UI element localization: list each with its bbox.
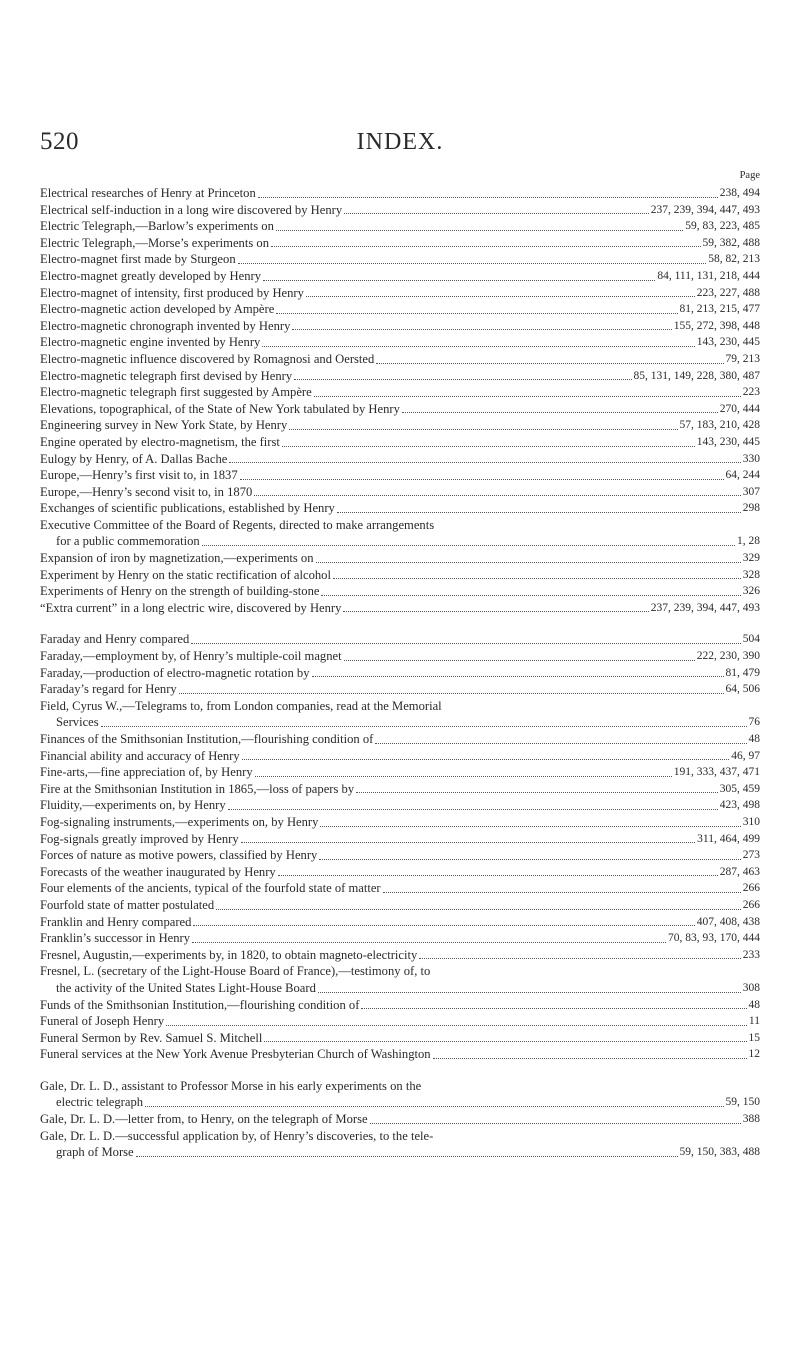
dot-leader — [321, 595, 740, 596]
index-entry — [40, 550, 760, 567]
entry-text: Engineering survey in New York State, by Henry — [40, 418, 288, 433]
entry-pages: 308 — [742, 981, 760, 994]
entry-text: Experiment by Henry on the static rectification of alcohol — [40, 567, 331, 582]
dot-leader — [376, 363, 723, 364]
dot-leader — [202, 545, 735, 546]
index-entry — [40, 235, 760, 252]
entry-pages: 48 — [748, 998, 760, 1011]
entry-text: Electrical self-induction in a long wire discovered by Henry — [40, 202, 343, 217]
entry-text: Electro-magnetic telegraph first devised by Henry — [40, 368, 293, 383]
dot-leader — [312, 676, 724, 677]
entry-text: Finances of the Smithsonian Institution,—flourishing condition of — [40, 732, 374, 746]
dot-leader — [271, 246, 701, 247]
entry-pages: 388 — [742, 1113, 760, 1126]
entry-text: Faraday and Henry compared — [40, 632, 190, 647]
entry-pages: 223 — [742, 386, 760, 399]
dot-leader — [370, 1123, 741, 1124]
index-entry — [40, 681, 760, 698]
dot-leader — [255, 776, 672, 777]
dot-leader — [356, 792, 718, 793]
dot-leader — [241, 842, 696, 843]
entry-text: Electrical researches of Henry at Princeton — [40, 186, 256, 200]
entry-pages: 46, 97 — [731, 749, 760, 762]
entry-text: “Extra current” in a long electric wire, discovered by Henry — [40, 600, 342, 615]
index-entry — [40, 401, 760, 418]
dot-leader — [289, 429, 677, 430]
entry-pages: 15 — [748, 1031, 760, 1044]
entry-text: Gale, Dr. L. D.—successful application by, of Henry’s discoveries, to the tele- — [40, 1128, 434, 1143]
index-entry — [40, 368, 760, 385]
index-entry — [40, 897, 760, 914]
entry-text: Forces of nature as motive powers, classified by Henry — [40, 848, 318, 863]
entry-pages: 223, 227, 488 — [696, 286, 760, 299]
dot-leader — [375, 743, 746, 744]
dot-leader — [316, 562, 741, 563]
entry-pages: 1, 28 — [737, 535, 760, 548]
entry-pages: 12 — [748, 1048, 760, 1061]
entry-continuation-line — [40, 714, 760, 731]
entry-text: Fire at the Smithsonian Institution in 1865,—loss of papers by — [40, 781, 355, 796]
dot-leader — [292, 329, 671, 330]
entry-text: Expansion of iron by magnetization,—experiments on — [40, 551, 314, 566]
index-entry — [40, 997, 760, 1014]
entry-pages: 58, 82, 213 — [708, 253, 760, 266]
entry-text: Financial ability and accuracy of Henry — [40, 748, 240, 763]
index-entry — [40, 451, 760, 468]
entry-text-continued: electric telegraph — [56, 1095, 144, 1110]
entry-pages: 307 — [742, 485, 760, 498]
index-entry — [40, 731, 760, 748]
entry-text: Fourfold state of matter postulated — [40, 897, 215, 912]
index-entry — [40, 1128, 760, 1161]
index-entry — [40, 797, 760, 814]
entry-pages: 48 — [748, 733, 760, 745]
dot-leader — [320, 826, 740, 827]
entry-pages: 311, 464, 499 — [697, 832, 760, 845]
entry-pages: 233 — [742, 948, 760, 961]
index-entry — [40, 484, 760, 501]
dot-leader — [258, 197, 718, 198]
index-entry — [40, 748, 760, 765]
entry-pages: 423, 498 — [719, 799, 760, 812]
dot-leader — [278, 875, 718, 876]
index-entry — [40, 1078, 760, 1111]
dot-leader — [433, 1058, 747, 1059]
entry-pages: 81, 479 — [725, 666, 760, 679]
index-list — [40, 185, 760, 1161]
index-entry — [40, 500, 760, 517]
dot-leader — [262, 346, 694, 347]
dot-leader — [229, 462, 740, 463]
index-entry — [40, 417, 760, 434]
entry-text: Fine-arts,—fine appreciation of, by Henry — [40, 765, 253, 780]
dot-leader — [242, 759, 730, 760]
entry-pages: 143, 230, 445 — [696, 435, 760, 448]
entry-continuation-line — [40, 1094, 760, 1111]
entry-continuation-line — [40, 980, 760, 997]
entry-pages: 298 — [742, 502, 760, 515]
entry-text: Engine operated by electro-magnetism, the first — [40, 434, 280, 449]
entry-text: Fresnel, L. (secretary of the Light-House Board of France),—testimony of, to — [40, 964, 431, 979]
entry-text: Fog-signals greatly improved by Henry — [40, 831, 239, 846]
index-group — [40, 1078, 760, 1161]
entry-pages: 70, 83, 93, 170, 444 — [668, 932, 760, 945]
entry-pages: 64, 506 — [725, 683, 760, 696]
entry-text: Franklin’s successor in Henry — [40, 931, 191, 946]
dot-leader — [337, 512, 741, 513]
index-entry — [40, 631, 760, 648]
entry-continuation-line — [40, 533, 760, 550]
entry-text: Europe,—Henry’s first visit to, in 1837 — [40, 468, 238, 483]
dot-leader — [276, 230, 683, 231]
dot-leader — [240, 479, 724, 480]
entry-pages: 237, 239, 394, 447, 493 — [650, 601, 760, 614]
entry-pages: 57, 183, 210, 428 — [679, 419, 760, 432]
entry-text: Electric Telegraph,—Morse’s experiments on — [40, 235, 269, 250]
entry-pages: 270, 444 — [719, 402, 760, 415]
dot-leader — [101, 726, 747, 727]
dot-leader — [361, 1008, 746, 1009]
dot-leader — [192, 942, 666, 943]
dot-leader — [319, 859, 740, 860]
entry-text: Field, Cyrus W.,—Telegrams to, from London companies, read at the Memorial — [40, 698, 442, 713]
entry-text: Faraday,—employment by, of Henry’s multiple-coil magnet — [40, 649, 342, 664]
dot-leader — [145, 1106, 723, 1107]
index-entry — [40, 880, 760, 897]
index-entry — [40, 251, 760, 268]
dot-leader — [333, 578, 741, 579]
entry-text: Europe,—Henry’s second visit to, in 1870 — [40, 484, 253, 499]
index-entry — [40, 334, 760, 351]
index-entry — [40, 648, 760, 665]
index-entry — [40, 202, 760, 219]
index-entry — [40, 218, 760, 235]
entry-text: Electric Telegraph,—Barlow’s experiments on — [40, 219, 274, 234]
page-header — [40, 128, 760, 162]
entry-text: Faraday’s regard for Henry — [40, 682, 177, 697]
entry-pages: 310 — [742, 815, 760, 828]
entry-text: Funds of the Smithsonian Institution,—flourishing condition of — [40, 997, 360, 1012]
entry-pages: 59, 83, 223, 485 — [685, 220, 760, 233]
dot-leader — [343, 611, 648, 612]
entry-pages: 222, 230, 390 — [696, 650, 760, 663]
index-entry — [40, 963, 760, 996]
entry-text-continued: graph of Morse — [56, 1145, 134, 1160]
entry-text: Funeral Sermon by Rev. Samuel S. Mitchell — [40, 1030, 263, 1045]
dot-leader — [179, 693, 724, 694]
index-entry — [40, 665, 760, 682]
index-entry — [40, 384, 760, 401]
entry-pages: 328 — [742, 568, 760, 581]
entry-pages: 81, 213, 215, 477 — [679, 303, 760, 316]
index-group — [40, 631, 760, 1062]
index-entry — [40, 831, 760, 848]
index-entry — [40, 1046, 760, 1063]
running-title: INDEX. — [356, 129, 444, 155]
dot-leader — [282, 446, 695, 447]
entry-text-continued: for a public commemoration — [56, 534, 200, 549]
entry-text: Electro-magnet of intensity, first produced by Henry — [40, 285, 304, 300]
index-entry — [40, 1111, 760, 1128]
entry-pages: 59, 382, 488 — [702, 236, 760, 249]
dot-leader — [228, 809, 718, 810]
entry-text: Elevations, topographical, of the State of New York tabulated by Henry — [40, 401, 400, 416]
entry-text: Electro-magnet greatly developed by Henry — [40, 268, 261, 283]
entry-text-continued: the activity of the United States Light-House Board — [56, 980, 316, 995]
entry-pages: 59, 150 — [725, 1096, 760, 1109]
entry-text: Gale, Dr. L. D.—letter from, to Henry, on the telegraph of Morse — [40, 1112, 368, 1127]
entry-text: Experiments of Henry on the strength of building-stone — [40, 584, 320, 599]
index-entry — [40, 467, 760, 484]
entry-text: Fresnel, Augustin,—experiments by, in 1820, to obtain magneto-electricity — [40, 947, 418, 962]
dot-leader — [136, 1156, 678, 1157]
entry-text: Electro-magnetic telegraph first suggested by Ampère — [40, 385, 312, 400]
dot-leader — [306, 296, 695, 297]
dot-leader — [216, 909, 741, 910]
entry-pages: 407, 408, 438 — [696, 915, 760, 928]
dot-leader — [166, 1025, 747, 1026]
entry-text: Electro-magnetic engine invented by Henry — [40, 335, 261, 350]
entry-text: Electro-magnet first made by Sturgeon — [40, 252, 236, 267]
dot-leader — [294, 379, 631, 380]
index-entry — [40, 698, 760, 731]
entry-pages: 266 — [742, 882, 760, 895]
entry-pages: 287, 463 — [719, 865, 760, 878]
index-entry — [40, 268, 760, 285]
entry-pages: 84, 111, 131, 218, 444 — [657, 269, 760, 282]
entry-pages: 273 — [742, 849, 760, 862]
index-group — [40, 185, 760, 616]
entry-pages: 266 — [742, 898, 760, 911]
index-entry — [40, 434, 760, 451]
index-entry — [40, 814, 760, 831]
index-entry — [40, 947, 760, 964]
entry-pages: 59, 150, 383, 488 — [679, 1146, 760, 1159]
dot-leader — [238, 263, 707, 264]
entry-text: Forecasts of the weather inaugurated by Henry — [40, 864, 276, 879]
entry-pages: 11 — [748, 1015, 760, 1028]
page-column-label: Page — [739, 170, 760, 181]
entry-pages: 504 — [742, 633, 760, 646]
index-entry — [40, 914, 760, 931]
dot-leader — [402, 412, 718, 413]
entry-text: Eulogy by Henry, of A. Dallas Bache — [40, 451, 228, 466]
dot-leader — [264, 1041, 746, 1042]
entry-pages: 191, 333, 437, 471 — [673, 766, 760, 779]
entry-text: Faraday,—production of electro-magnetic rotation by — [40, 665, 310, 680]
entry-pages: 64, 244 — [725, 469, 760, 482]
entry-pages: 326 — [742, 585, 760, 598]
entry-text: Fog-signaling instruments,—experiments on, by Henry — [40, 814, 319, 829]
index-entry — [40, 301, 760, 318]
dot-leader — [191, 643, 740, 644]
entry-text: Funeral services at the New York Avenue Presbyterian Church of Washington — [40, 1047, 431, 1062]
index-entry — [40, 285, 760, 302]
dot-leader — [383, 892, 741, 893]
index-entry — [40, 864, 760, 881]
entry-text: Funeral of Joseph Henry — [40, 1014, 165, 1029]
entry-text: Exchanges of scientific publications, established by Henry — [40, 501, 335, 516]
entry-pages: 237, 239, 394, 447, 493 — [650, 203, 760, 216]
entry-text: Fluidity,—experiments on, by Henry — [40, 798, 226, 813]
entry-pages: 330 — [742, 452, 760, 465]
index-entry — [40, 847, 760, 864]
index-entry — [40, 764, 760, 781]
entry-text: Electro-magnetic chronograph invented by Henry — [40, 318, 291, 333]
dot-leader — [276, 313, 677, 314]
index-entry — [40, 185, 760, 202]
page-number: 520 — [40, 128, 79, 155]
entry-text: Executive Committee of the Board of Regents, directed to make arrangements — [40, 517, 435, 532]
index-entry — [40, 1030, 760, 1047]
dot-leader — [193, 925, 694, 926]
dot-leader — [263, 280, 655, 281]
entry-pages: 329 — [742, 552, 760, 565]
index-entry — [40, 930, 760, 947]
index-entry — [40, 517, 760, 550]
dot-leader — [419, 958, 740, 959]
entry-text: Gale, Dr. L. D., assistant to Professor Morse in his early experiments on the — [40, 1078, 422, 1093]
entry-pages: 85, 131, 149, 228, 380, 487 — [633, 369, 760, 382]
entry-pages: 76 — [748, 716, 760, 729]
index-entry — [40, 1013, 760, 1030]
entry-pages: 79, 213 — [725, 352, 760, 365]
index-entry — [40, 351, 760, 368]
dot-leader — [254, 495, 740, 496]
dot-leader — [344, 660, 695, 661]
entry-text: Electro-magnetic action developed by Ampère — [40, 302, 275, 317]
index-entry — [40, 781, 760, 798]
dot-leader — [344, 213, 649, 214]
entry-text-continued: Services — [56, 715, 99, 730]
entry-text: Franklin and Henry compared — [40, 914, 192, 929]
index-entry — [40, 583, 760, 600]
entry-pages: 305, 459 — [719, 782, 760, 795]
entry-text: Electro-magnetic influence discovered by Romagnosi and Oersted — [40, 351, 375, 366]
entry-text: Four elements of the ancients, typical of the fourfold state of matter — [40, 881, 381, 896]
dot-leader — [318, 992, 741, 993]
entry-pages: 238, 494 — [719, 187, 760, 199]
dot-leader — [314, 396, 741, 397]
entry-pages: 155, 272, 398, 448 — [673, 319, 760, 332]
index-entry — [40, 318, 760, 335]
index-entry — [40, 600, 760, 617]
entry-pages: 143, 230, 445 — [696, 336, 760, 349]
index-entry — [40, 567, 760, 584]
entry-continuation-line — [40, 1144, 760, 1161]
